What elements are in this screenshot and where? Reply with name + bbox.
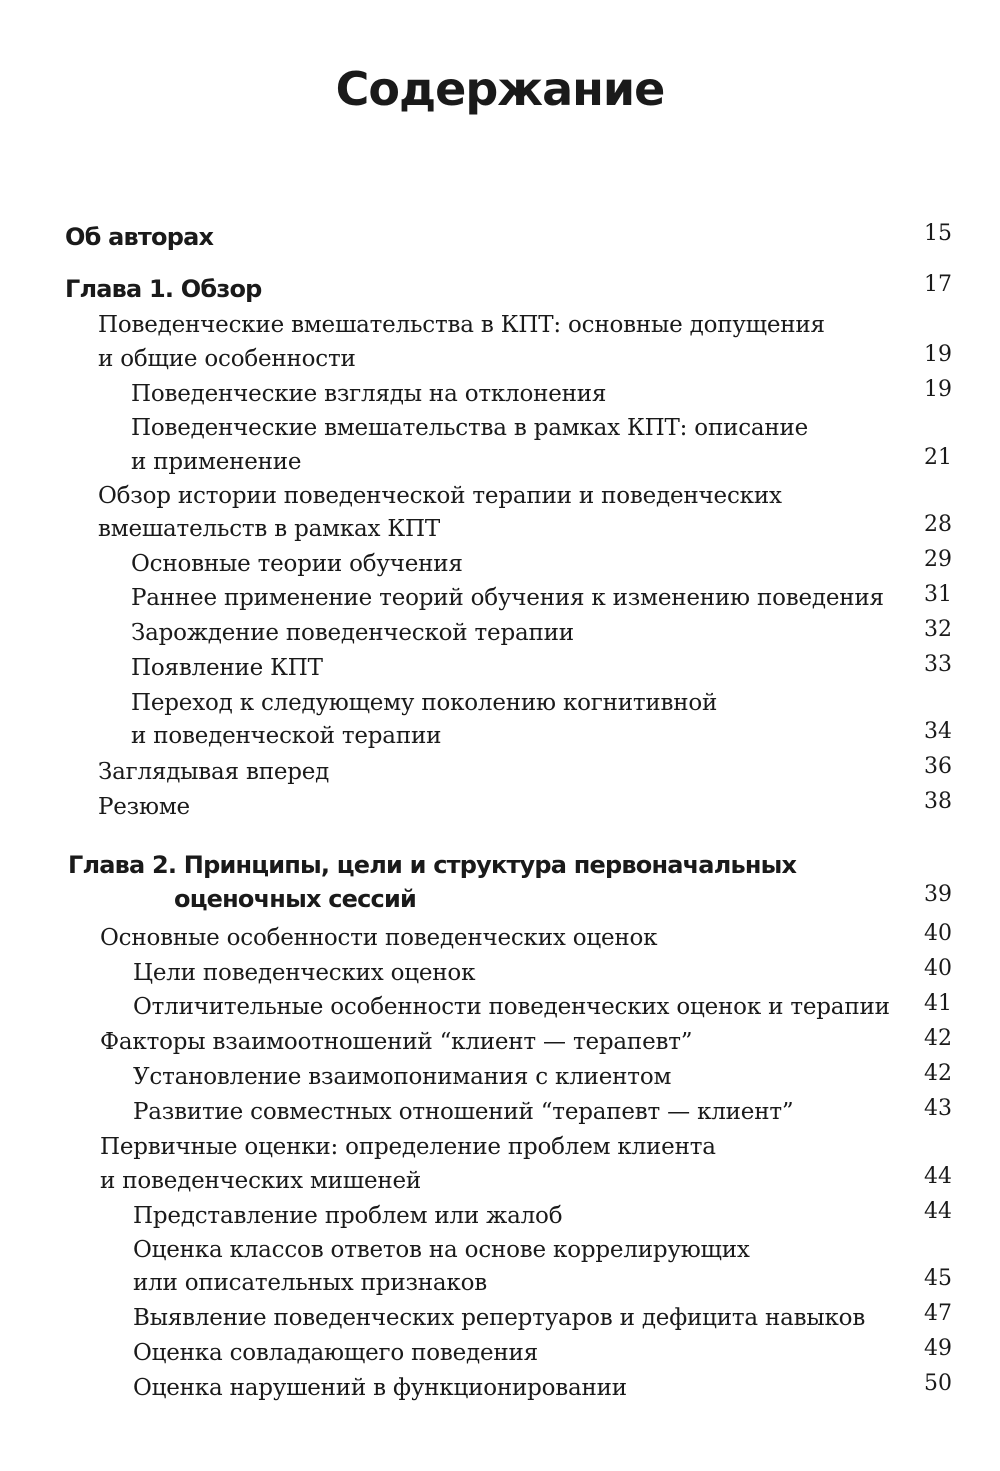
page-title: Содержание: [335, 62, 665, 116]
toc-entry-page-number: 45: [924, 1266, 952, 1291]
toc-entry-text: Представление проблем или жалоб: [133, 1203, 563, 1229]
toc-entry-text: Основные особенности поведенческих оценок: [100, 925, 658, 951]
toc-entry-text: вмешательств в рамках КПТ: [98, 516, 441, 542]
toc-entry-page-number: 38: [924, 789, 952, 814]
toc-entry-text: оценочных сессий: [174, 885, 417, 913]
toc-entry-text: Основные теории обучения: [131, 551, 463, 577]
toc-entry-page-number: 47: [924, 1301, 952, 1326]
toc-entry-text: Обзор истории поведенческой терапии и поведенческих: [98, 483, 782, 509]
toc-entry-text: Первичные оценки: определение проблем клиента: [100, 1134, 716, 1160]
toc-entry-page-number: 40: [924, 956, 952, 981]
toc-entry-page-number: 49: [924, 1336, 952, 1361]
toc-entry-text: Резюме: [98, 794, 190, 820]
toc-entry-text: Поведенческие вмешательства в рамках КПТ: описание: [131, 415, 809, 441]
toc-entry-text: и общие особенности: [98, 346, 356, 372]
toc-entry-text: Поведенческие взгляды на отклонения: [131, 381, 607, 407]
toc-entry-text: Об авторах: [65, 223, 214, 251]
toc-entry-text: Глава 1. Обзор: [65, 275, 262, 303]
toc-entry-text: Глава 2. Принципы, цели и структура первоначальных: [68, 851, 797, 879]
toc-entry-page-number: 41: [924, 991, 952, 1016]
toc-entry-text: или описательных признаков: [133, 1270, 488, 1296]
toc-entry-text: Зарождение поведенческой терапии: [131, 620, 574, 646]
toc-entry-page-number: 28: [924, 512, 952, 537]
toc-entry-text: Оценка классов ответов на основе коррелирующих: [133, 1237, 750, 1263]
toc-entry-page-number: 29: [924, 547, 952, 572]
toc-entry-text: Переход к следующему поколению когнитивной: [131, 690, 718, 716]
toc-entry-page-number: 32: [924, 617, 952, 642]
toc-entry-page-number: 21: [924, 445, 952, 470]
toc-entry-text: Появление КПТ: [131, 655, 323, 681]
toc-entry-text: Цели поведенческих оценок: [133, 960, 476, 986]
toc-entry-page-number: 36: [924, 754, 952, 779]
toc-entry-text: Оценка нарушений в функционировании: [133, 1375, 627, 1401]
toc-entry-text: Развитие совместных отношений “терапевт — клиент”: [133, 1099, 794, 1125]
toc-entry-page-number: 39: [924, 882, 952, 907]
toc-entry-page-number: 40: [924, 921, 952, 946]
toc-entry-text: и поведенческой терапии: [131, 723, 442, 749]
toc-entry-page-number: 19: [924, 342, 952, 367]
toc-entry-page-number: 31: [924, 582, 952, 607]
toc-entry-page-number: 19: [924, 377, 952, 402]
toc-entry-page-number: 42: [924, 1061, 952, 1086]
toc-entry-text: Отличительные особенности поведенческих оценок и терапии: [133, 994, 890, 1020]
toc-entry-text: Заглядывая вперед: [98, 759, 330, 785]
toc-entry-page-number: 15: [924, 221, 952, 246]
toc-entry-page-number: 50: [924, 1371, 952, 1396]
toc-entry-page-number: 17: [924, 272, 952, 297]
toc-entry-text: Установление взаимопонимания с клиентом: [133, 1064, 672, 1090]
toc-entry-text: Выявление поведенческих репертуаров и дефицита навыков: [133, 1305, 866, 1331]
toc-entry-page-number: 42: [924, 1026, 952, 1051]
toc-entry-text: и применение: [131, 449, 302, 475]
toc-entry-page-number: 33: [924, 652, 952, 677]
toc-entry-page-number: 34: [924, 719, 952, 744]
toc-entry-text: Факторы взаимоотношений “клиент — терапевт”: [100, 1029, 693, 1055]
toc-entry-text: Поведенческие вмешательства в КПТ: основные допущения: [98, 312, 825, 338]
toc-entry-page-number: 43: [924, 1096, 952, 1121]
toc-entry-text: и поведенческих мишеней: [100, 1168, 422, 1194]
toc-entry-text: Оценка совладающего поведения: [133, 1340, 538, 1366]
toc-entry-page-number: 44: [924, 1199, 952, 1224]
toc-entry-page-number: 44: [924, 1164, 952, 1189]
toc-entry-text: Раннее применение теорий обучения к изменению поведения: [131, 585, 884, 611]
